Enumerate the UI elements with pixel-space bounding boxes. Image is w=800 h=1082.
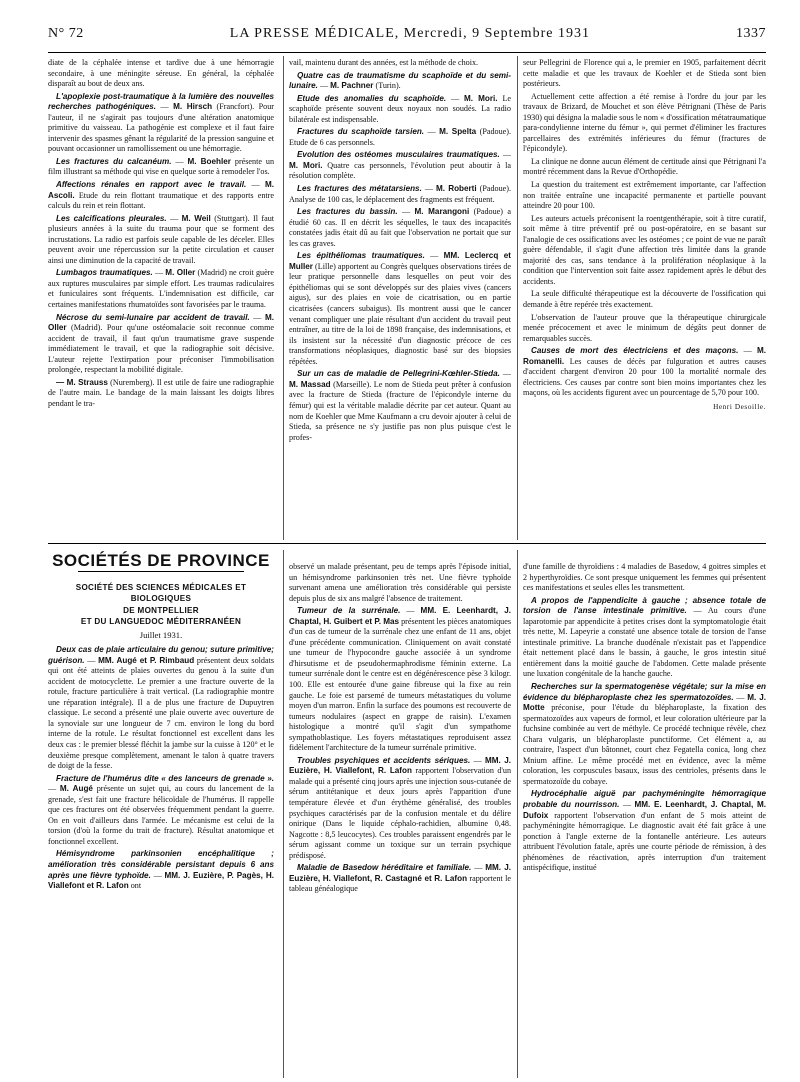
page-header xyxy=(48,26,766,48)
article-text: (Lille) apportent au Congrès quelques observations tirées de leur pratique personnelle dans lesquelles on peut voir des épithéliomas qui se sont développés sur des plaies vives (cancers aigus), sur des plaies en voie de cicatrisation, ou en partie cicatrisées (cancers subaigus). Ils montrent aussi que le cancer venant compliquer une plaie résultant d'un accident du travail peut entraîner, au titre de la loi de 1898 française, des indemnisations, et ils insistent sur la nécessité d'un diagnostic précoce de ces transformations néoplasiques, diagnostic basé sur des biopsies répétées. xyxy=(289,261,511,366)
article-text: d'une famille de thyroïdiens : 4 maladies de Basedow, 4 goitres simples et 2 hyperthyroïdies. Ce sont presque uniquement les femmes qui présentent ces manifestations et seules elles les transmettent. xyxy=(523,562,766,593)
article-text: ont xyxy=(130,881,142,891)
header-rule xyxy=(48,52,766,53)
article-text: présentent deux soldats qui ont été atteints de plaies ouvertes du genou à la suite d'un accident de motocyclette. Le premier a une fracture ouverte de la rotule, fracture particulière à trait vertical. (La radiographie montre une réparation intégrale). Il a de plus une fracture de Dupuytren classique. Le second a présenté une plaie ouverte avec ouverture de la synoviale sur une longueur de 7 cm. environ le long du bord interne de la rotule. Le résultat fonctionnel est excellent dans les deux cas : le premier blessé fléchit la jambe sur la cuisse à 120° et le deuxième presque complètement, amenant le talon à quatre travers de doigt de la fesse. xyxy=(48,655,274,771)
article-title: Les calcifications pleurales. xyxy=(56,213,167,223)
article-paragraph: Etude des anomalies du scaphoïde. — M. Mori. Le scaphoïde présente souvent deux noyaux non soudés. La radio bilatérale est indispensable. xyxy=(289,93,511,124)
article-paragraph: Les fractures du calcanéum. — M. Boehler présente un film illustrant sa méthode qui vise en quelque sorte à remodeler l'os. xyxy=(48,156,274,177)
article-title: L'apoplexie post-traumatique à la lumière des nouvelles recherches pathogéniques. xyxy=(48,91,274,112)
page-number: 1337 xyxy=(736,26,766,41)
column-divider xyxy=(517,550,518,1078)
article-title: Recherches sur la spermatogenèse végétale; sur la mise en évidence du blépharoplaste chez les spermatozoïdes. xyxy=(523,682,766,702)
article-title: A propos de l'appendicite à gauche ; absence totale de torsion de l'anse intestinale primitive. xyxy=(523,595,766,616)
article-text: La clinique ne donne aucun élément de certitude ainsi que Pétrignani l'a montré récemment dans la Revue d'Orthopédie. xyxy=(523,156,766,177)
article-paragraph: Lumbagos traumatiques. — M. Oller (Madrid) ne croit guère aux ruptures musculaires par simple effort. Les traumas radiculaires et funiculaires sont fréquents. L'indemnisation est difficile, car certaines manifestations rhumatoïdes sont favorisées par le trauma. xyxy=(48,268,274,310)
article-title: Evolution des ostéomes musculaires traumatiques. xyxy=(297,150,500,160)
article-paragraph: Les épithéliomas traumatiques. — MM. Leclercq et Muller (Lille) apportent au Congrès quelques observations tirées de leur pratique personnelle dans lesquelles on peut voir des épithéliomas qui se sont développés sur des plaies vives (cancers aigus), sur des plaies en voie de cicatrisation, ou en partie cicatrisées (cancers subaigus). Ils montrent aussi que le cancer venant compliquer une plaie résultant d'un accident du travail peut entraîner, au titre de la loi de 1898 française, des indemnisations, et ils insistent sur la nécessité d'un diagnostic précoce de ces transformations néoplasiques, diagnostic basé sur des biopsies répétées. xyxy=(289,251,511,366)
article-title: Fracture de l'humérus dite « des lanceurs de grenade ». xyxy=(56,773,274,783)
article-text: (Stuttgart). Il faut plusieurs années à la suite du trauma pour que se forment des incrustations. La radio est parfois seule capable de les déceler. Elles peuvent avoir une répercussion sur la petite circulation et causer ainsi une diminution de la capacité de travail. xyxy=(48,213,274,265)
article-text: Le scaphoïde présente souvent deux noyaux non soudés. La radio bilatérale est indispensable. xyxy=(289,93,511,124)
bottom-column-1-body xyxy=(48,645,274,892)
article-text: L'observation de l'auteur prouve que la thérapeutique chirurgicale menée précocement et avec le minimum de dégâts peut donner de remarquables succès. xyxy=(523,312,766,343)
section-title: SOCIÉTÉS DE PROVINCE xyxy=(52,551,270,570)
article-title: Troubles psychiques et accidents sériques. xyxy=(297,755,471,765)
article-title: Sur un cas de maladie de Pellegrini-Kœhler-Stieda. xyxy=(297,369,500,379)
article-author: MM. J. Euzière, H. Viallefont, R. Castagné et R. Lafon xyxy=(289,863,511,883)
article-author: MM. J. Euzière, P. Pagès, H. Viallefont et R. Lafon xyxy=(48,870,274,891)
article-text: présente un film illustrant sa méthode qui vise en quelque sorte à remodeler l'os. xyxy=(48,156,274,177)
top-column-3 xyxy=(523,58,766,540)
article-author: M. J. Motte xyxy=(523,692,766,713)
article-paragraph xyxy=(523,58,766,90)
article-paragraph: Recherches sur la spermatogenèse végétale; sur la mise en évidence du blépharoplaste chez les spermatozoïdes. — M. J. Motte préconise, pour l'étude du blépharoplaste, la fixation des spermatozoïdes aux vapeurs de formol, et leur coloration ultérieure par la fuchsine combinée au vert de méthyle. Ce procédé technique révèle, chez Chara vulgaris, un blépharoplaste punctiforme. Cet élément a, au contraire, l'aspect d'un bâtonnet, court chez Fegatella conica, long chez Mnium affine. Le même procédé met en évidence, avec la même coloration, les corpuscules basaux, issus des centrioles, présents dans le spermatozoïde du cobaye. xyxy=(523,682,766,786)
article-author: M. Oller xyxy=(48,312,274,333)
article-paragraph xyxy=(523,596,766,680)
article-paragraph: Troubles psychiques et accidents sériques. — MM. J. Euzière, H. Viallefont, R. Lafon rapportent l'observation d'un malade qui a présenté cinq jours après une injection sous-cutanée de sérum antitétanique et deux jours après l'apparition d'une température élevée et d'un érythème généralisé, des troubles psychiques caractérisés par de la confusion mentale et du délire onirique (Dans le liquide céphalo-rachidien, albumine 0,48. Nagcotte : 8,5 leucocytes). Ces troubles paraissent engendrés par le sérum agissant comme un toxique sur un terrain psychique prédisposé. xyxy=(289,755,511,860)
article-text: Etude du rein flottant traumatique et des rapports entre calculs du rein et rein flottant. xyxy=(48,190,274,211)
society-name-line-3: ET DU LANGUEDOC MÉDITERRANÉEN xyxy=(80,617,242,627)
article-author: M. Weil xyxy=(181,213,211,223)
article-text: (Francfort). Pour l'auteur, il ne s'agirait pas toujours d'une altération anatomique primitive du vaisseau. La pathogénie est complexe et il faut faire intervenir des spasmes gênant la régularité de la pression sanguine et pouvant occasionner un ramollissement ou une hémorragie. xyxy=(48,102,274,154)
article-paragraph xyxy=(289,58,511,69)
article-title: Deux cas de plaie articulaire du genou; suture primitive; guérison. xyxy=(48,645,274,665)
article-text: (Padoue) a étudié 60 cas. Il en décrit les séquelles, le taux des incapacités constatées jadis était dû au fait que l'observation ne portait que sur les cas graves. xyxy=(289,207,511,248)
article-text: rapportent l'observation d'un enfant de 5 mois atteint de pachyméningite hémorragique. Le diagnostic avait été fait grâce à une ponction à l'angle externe de la fontanelle antérieure. Les auteurs attribuent l'évolution fatale, après une courte période de rémission, à des phénomènes de réactivation, après interruption d'un traitement antispécifique, institué xyxy=(523,810,766,873)
society-name-line-1: SOCIÉTÉ DES SCIENCES MÉDICALES ET BIOLOGIQUES xyxy=(75,582,247,604)
article-paragraph: Les calcifications pleurales. — M. Weil (Stuttgart). Il faut plusieurs années à la suite du trauma pour que se forment des incrustations. La radio est parfois seule capable de les déceler. Elles peuvent avoir une répercussion sur la petite circulation et causer ainsi une diminution de la capacité de travail. xyxy=(48,213,274,265)
article-author: M. Augé xyxy=(59,784,93,794)
article-paragraph: Hydrocéphalie aiguë par pachyméningite hémorragique probable du nourrisson. — MM. E. Leenhardt, J. Chaptal, M. Dufoix rapportent l'observation d'un enfant de 5 mois atteint de pachyméningite hémorragique. Le diagnostic avait été fait grâce à une ponction à l'angle externe de la fontanelle antérieure. Les auteurs attribuent l'évolution fatale, après une courte période de rémission, à des phénomènes de réactivation, après interruption d'un traitement antispécifique, institué xyxy=(523,789,766,873)
article-title: Causes de mort des électriciens et des maçons. xyxy=(531,346,739,356)
article-text: rapportent l'observation d'un malade qui a présenté cinq jours après une injection sous-cutanée de sérum antitétanique et deux jours après l'apparition d'une température élevée et d'un érythème généralisé, des troubles psychiques caractérisés par de la confusion mentale et du délire onirique (Dans le liquide céphalo-rachidien, albumine 0,48. Nagcotte : 8,5 leucocytes). Ces troubles paraissent engendrés par le sérum agissant comme un toxique sur un terrain psychique prédisposé. xyxy=(289,766,511,860)
column-divider xyxy=(283,550,284,1078)
article-paragraph xyxy=(48,58,274,90)
article-author: M. Mori. xyxy=(464,93,498,103)
top-column-1 xyxy=(48,58,274,540)
article-text: seur Pellegrini de Florence qui a, le premier en 1905, parfaitement décrit cette maladie et que les travaux de Koehler et de Stieda sont bien postérieurs. xyxy=(523,58,766,89)
article-author: M. Spelta xyxy=(439,127,477,137)
article-paragraph xyxy=(523,562,766,594)
bottom-column-3 xyxy=(523,562,766,1078)
issue-number: N° 72 xyxy=(48,26,84,41)
article-title: Hémisyndrome parkinsonien encéphalitique ; amélioration très considérable persistant depuis 6 ans après une fièvre typhoïde. xyxy=(48,849,274,880)
society-name-line-2: DE MONTPELLIER xyxy=(123,605,199,615)
article-paragraph xyxy=(289,562,511,604)
article-text: observé un malade présentant, peu de temps après l'épisode initial, un hémisyndrome parkinsonien très net. Une fièvre typhoïde survenant amena une amélioration très considérable qui persiste depuis plus de six ans malgré l'absence de traitement. xyxy=(289,562,511,603)
article-title: Les fractures du calcanéum. xyxy=(56,156,172,166)
article-paragraph xyxy=(523,92,766,155)
article-author: — M. Strauss xyxy=(56,377,108,387)
article-text: (Madrid) ne croit guère aux ruptures musculaires par simple effort. Les traumas radiculaires et funiculaires sont fréquents. L'indemnisation est difficile, car certaines manifestations rhumatoïdes sont favorisées par le trauma. xyxy=(48,268,274,310)
article-title: Maladie de Basedow héréditaire et familiale. xyxy=(297,863,472,873)
column-divider xyxy=(517,56,518,540)
article-paragraph: Deux cas de plaie articulaire du genou; suture primitive; guérison. — MM. Augé et P. Rimbaud présentent deux soldats qui ont été atteints de plaies ouvertes du genou à la suite d'un accident de motocyclette. Le premier a une fracture ouverte de la rotule, fracture particulière à trait vertical. (La radiographie montre une réparation intégrale). Il a de plus une fracture de Dupuytren classique. Le second a présenté une plaie ouverte avec ouverture de la synoviale sur une longueur de 7 cm. environ le long du bord interne de la rotule. Le résultat fonctionnel est excellent dans les deux cas : le premier blessé fléchit la jambe sur la cuisse à 120° et le deuxième presque complètement, amenant le talon à quatre travers de doigt de la fesse. xyxy=(48,645,274,771)
article-author: MM. Leclercq et Muller xyxy=(289,251,511,271)
article-paragraph: Fracture de l'humérus dite « des lanceurs de grenade ». — M. Augé présente un sujet qui, au cours du lancement de la grenade, s'est fait une fracture hélicoïdale de l'humérus. Il rappelle que ces fractures ont été observées fréquemment pendant la guerre. On en voit d'ailleurs dans l'armée. Le mécanisme est celui de la torsion (d'où la forme du trait de fracture). Résultat anatomique et fonctionnel excellent. xyxy=(48,773,274,846)
article-text: rapportent le tableau généalogique xyxy=(289,873,511,894)
article-text: Actuellement cette affection a été remise à l'ordre du jour par les travaux de Brizard, de Mouchet et son élève Pétrignani (Thèse de Paris 1930) qui désigna la maladie sous le nom « d'ossification métatraumatique para-condylienne interne du fémur », qui permet d'éliminer les fractures parcellaires des extrémités inférieures du fémur (fractures de l'épicondyle). xyxy=(523,91,766,154)
article-author: M. Massad xyxy=(289,379,331,389)
article-paragraph xyxy=(523,313,766,345)
article-title: Fractures du scaphoïde tarsien. xyxy=(297,127,425,137)
article-text: Les auteurs actuels préconisent la roentgenthérapie, soit à titre curatif, soit même à titre préventif pré ou post-opératoire, en se basant sur l'analogie de ces ossifications avec les ostéomes ; ce point de vue ne paraît guère défendable, il s'agit d'une affection très limitée dans la grande majorité des cas, sans tendance à la prolifération néoplasique à la condition que l'intervention soit faite assez rapidement après le début des accidents. xyxy=(523,213,766,286)
article-title: Quatre cas de traumatisme du scaphoïde et du semi-lunaire. xyxy=(289,70,511,91)
article-title: Les fractures des métatarsiens. xyxy=(297,184,422,194)
article-text: La question du traitement est extrêmement importante, car l'affection non traitée entraîne une incapacité permanente et partielle pouvant atteindre 20 pour 100. xyxy=(523,180,766,211)
article-text: (Marseille). Le nom de Stieda peut prêter à confusion avec la fracture de Stieda (fracture de l'épicondyle interne du fémur) qui est la véritable maladie décrite par cet auteur. Quant au nom de Koehler que Mme Kaufmann a cru devoir ajouter à celui de Stieda, sa présence ne s'y justifie pas non plus puisque c'est le profes- xyxy=(289,379,511,442)
article-author: MM. J. Euzière, H. Viallefont, R. Lafon xyxy=(289,755,511,776)
article-text: diate de la céphalée intense et tardive due à une hémorragie secondaire, à une méningite séreuse. En général, la céphalée disparaît au bout de deux ans. xyxy=(48,58,274,89)
article-author: M. Boehler xyxy=(187,156,231,166)
article-text: (Nuremberg). Il est utile de faire une radiographie de l'autre main. Le bandage de la main laissant les doigts libres pendant le tra- xyxy=(48,377,274,408)
article-author: MM. Augé et P. Rimbaud xyxy=(98,655,195,665)
article-title: Les épithéliomas traumatiques. xyxy=(297,251,425,261)
article-paragraph: Nécrose du semi-lunaire par accident de travail. — M. Oller (Madrid). Pour qu'une ostéomalacie soit reconnue comme accident de travail, il faut qu'un traumatisme grave suspende immédiatement le travail, et que la radiographie soit décisive. L'auteur rejette l'extirpation pour préconiser l'immobilisation prolongée, respectant la mobilité digitale. xyxy=(48,312,274,375)
article-text: vail, maintenu durant des années, est la méthode de choix. xyxy=(289,58,479,67)
article-paragraph: Sur un cas de maladie de Pellegrini-Kœhler-Stieda. — M. Massad (Marseille). Le nom de Stieda peut prêter à confusion avec la fracture de Stieda (fracture de l'épicondyle interne du fémur) qui est la véritable maladie décrite par cet auteur. Quant au nom de Koehler que Mme Kaufmann a cru devoir ajouter à celui de Stieda, sa présence ne s'y justifie pas non plus puisque c'est le profes- xyxy=(289,369,511,442)
article-author: M. Romanelli. xyxy=(523,346,766,366)
article-paragraph: Hémisyndrome parkinsonien encéphalitique ; amélioration très considérable persistant depuis 6 ans après une fièvre typhoïde. — MM. J. Euzière, P. Pagès, H. Viallefont et R. Lafon ont xyxy=(48,849,274,891)
article-paragraph: Causes de mort des électriciens et des maçons. — M. Romanelli. Les causes de décès par fulguration et autres causes d'accident chargent d'environ 20 pour 100 la mortalité normale des électriciens. Ces causes par contre sont bien moins importantes chez les maçons, où les accidents figurent avec un pourcentage de 5,70 pour 100. xyxy=(523,346,766,398)
article-paragraph xyxy=(48,378,274,410)
article-text: La seule difficulté thérapeutique est la découverte de l'ossification qui demande à être repérée très exactement. xyxy=(523,289,766,310)
article-author: M. Roberti xyxy=(435,184,477,194)
article-author: M. Marangoni xyxy=(414,207,470,217)
article-author: M. Oller xyxy=(165,268,196,278)
bottom-column-1 xyxy=(48,550,274,1078)
article-author: M. Pachner xyxy=(330,81,374,91)
article-text: présente un sujet qui, au cours du lancement de la grenade, s'est fait une fracture hélicoïdale de l'humérus. Il rappelle que ces fractures ont été observées fréquemment pendant la guerre. On en voit d'ailleurs dans l'armée. Le mécanisme est celui de la torsion (d'où la forme du trait de fracture). Résultat anatomique et fonctionnel excellent. xyxy=(48,784,274,846)
author-signature: Henri Desoille. xyxy=(713,402,766,411)
journal-title: LA PRESSE MÉDICALE, Mercredi, 9 Septembre 1931 xyxy=(229,26,590,41)
section-rule xyxy=(48,543,766,544)
article-author: M. Ascoli. xyxy=(48,180,274,200)
article-paragraph xyxy=(523,289,766,310)
article-title: Etude des anomalies du scaphoïde. xyxy=(297,93,447,103)
article-text: présentent les pièces anatomiques d'un cas de tumeur de la surrénale chez une enfant de 11 ans, objet d'une précédente communication. Cliniquement on avait constaté une tumeur de l'hypocondre gauche associée à un syndrome d'hirsutisme et de pseudohermaphrodisme féminin externe. La tumeur surrénale dont le centre est en dégénérescence pèse 3 kilogr. 100. Elle est entourée d'une gaine fibreuse qui la fixe au rein gauche. Le foie est parsemé de tumeurs métastatiques du volume moyen d'un marron. Enfin la surface des poumons est recouverte de tumeurs nodulaires (aspect en grappe de raisin). L'examen histologique a montré qu'il s'agit d'un sympathome sympathoblastique. Les foyers métastatiques reproduisent assez fidèlement l'architecture de la tumeur surrénale primitive. xyxy=(289,616,511,753)
article-paragraph xyxy=(523,157,766,178)
article-text: (Turin). xyxy=(375,81,401,91)
column-divider xyxy=(283,56,284,540)
article-text: préconise, pour l'étude du blépharoplaste, la fixation des spermatozoïdes aux vapeurs de formol, et leur coloration ultérieure par la fuchsine combinée au vert de méthyle. Ce procédé technique révèle, chez Chara vulgaris, un blépharoplaste punctiforme. Cet élément a, au contraire, l'aspect d'un bâtonnet, court chez Fegatella conica, long chez Mnium affine. Le même procédé met en évidence, avec la même coloration, les corpuscules basaux, issus des centrioles, présents dans le spermatozoïde du cobaye. xyxy=(523,703,766,786)
article-paragraph: L'apoplexie post-traumatique à la lumière des nouvelles recherches pathogéniques. — M. Hirsch (Francfort). Pour l'auteur, il ne s'agirait pas toujours d'une altération anatomique primitive du vaisseau. La pathogénie est complexe et il faut faire intervenir des spasmes gênant la régularité de la pression sanguine et pouvant occasionner un ramollissement ou une hémorragie. xyxy=(48,91,274,154)
article-text: Les causes de décès par fulguration et autres causes d'accident chargent d'environ 20 pour 100 la mortalité normale des électriciens. Ces causes par contre sont bien moins importantes chez les maçons, où les accidents figurent avec un pourcentage de 5,70 pour 100. xyxy=(523,356,766,398)
article-text: Quatre cas personnels, l'évolution peut aboutir à la résolution complète. xyxy=(289,160,511,181)
article-paragraph: Affections rénales en rapport avec le travail. — M. Ascoli. Etude du rein flottant traumatique et des rapports entre calculs du rein et rein flottant. xyxy=(48,180,274,211)
article-paragraph: Fractures du scaphoïde tarsien. — M. Spelta (Padoue). Etude de 6 cas personnels. xyxy=(289,127,511,147)
article-title: Tumeur de la surrénale. xyxy=(297,606,401,616)
article-title: Les fractures du bassin. xyxy=(297,207,398,217)
article-paragraph: Maladie de Basedow héréditaire et familiale. — MM. J. Euzière, H. Viallefont, R. Castagné et R. Lafon rapportent le tableau généalogique xyxy=(289,863,511,894)
article-paragraph: Evolution des ostéomes musculaires traumatiques. — M. Mori. Quatre cas personnels, l'évolution peut aboutir à la résolution complète. xyxy=(289,150,511,181)
article-paragraph: Quatre cas de traumatisme du scaphoïde et du semi-lunaire. — M. Pachner (Turin). xyxy=(289,70,511,91)
article-title: Hydrocéphalie aiguë par pachyméningite hémorragique probable du nourrisson. xyxy=(523,789,766,810)
article-text: (Madrid). Pour qu'une ostéomalacie soit reconnue comme accident de travail, il faut qu'un traumatisme grave suspende immédiatement le travail, et que la radiographie soit décisive. L'auteur rejette l'extirpation pour préconiser l'immobilisation prolongée, respectant la mobilité digitale. xyxy=(48,323,274,375)
article-author: M. Hirsch xyxy=(173,102,213,112)
article-title: Affections rénales en rapport avec le travail. xyxy=(56,180,247,190)
article-title: Lumbagos traumatiques. xyxy=(56,268,153,278)
article-paragraph xyxy=(523,214,766,288)
article-author: MM. E. Leenhardt, J. Chaptal, H. Guibert et P. Mas xyxy=(289,606,511,626)
section-title-rule xyxy=(78,571,244,572)
article-paragraph: Tumeur de la surrénale. — MM. E. Leenhardt, J. Chaptal, H. Guibert et P. Mas présentent les pièces anatomiques d'un cas de tumeur de la surrénale chez une enfant de 11 ans, objet d'une précédente communication. Cliniquement on avait constaté une tumeur de l'hypocondre gauche associée à un syndrome d'hirsutisme et de pseudohermaphrodisme féminin externe. La tumeur surrénale dont le centre est en dégénérescence pèse 3 kilogr. 100. Elle est entourée d'une gaine fibreuse qui la fixe au rein gauche. Le foie est parsemé de tumeurs métastatiques du volume moyen d'un marron. Enfin la surface des poumons est recouverte de tumeurs nodulaires (aspect en grappe de raisin). L'examen histologique a montré qu'il s'agit d'un sympathome sympathoblastique. Les foyers métastatiques reproduisent assez fidèlement l'architecture de la tumeur surrénale primitive. xyxy=(289,606,511,753)
top-column-2 xyxy=(289,58,511,540)
bottom-column-2 xyxy=(289,562,511,1078)
article-text: (Padoue). Etude de 6 cas personnels. xyxy=(289,127,511,147)
meeting-date: Juillet 1931. xyxy=(139,629,183,640)
article-text: (Padoue). Analyse de 100 cas, le déplacement des fragments est fréquent. xyxy=(289,184,511,204)
article-title: Nécrose du semi-lunaire par accident de travail. xyxy=(56,312,250,322)
article-author: MM. E. Leenhardt, J. Chaptal, M. Dufoix xyxy=(523,800,766,820)
article-text: — Au cours d'une laparotomie par appendicite à petites crises dont la symptomatologie était très nette, M. Lapeyrie a constaté une absence totale de torsion de l'anse intestinale primitive. La branche duodénale n'existait pas et l'appendice était nettement placé dans le bassin, à gauche, le gros intestin situé entièrement dans la moitié gauche de l'abdomen. Cette malade présente une luxation congénitale de la hanche gauche. xyxy=(523,606,766,679)
article-paragraph: Les fractures des métatarsiens. — M. Roberti (Padoue). Analyse de 100 cas, le déplacement des fragments est fréquent. xyxy=(289,184,511,204)
article-paragraph xyxy=(523,180,766,212)
article-author: M. Mori. xyxy=(289,160,323,170)
article-paragraph: Les fractures du bassin. — M. Marangoni (Padoue) a étudié 60 cas. Il en décrit les séquelles, le taux des incapacités constatées jadis était dû au fait que l'observation ne portait que sur les cas graves. xyxy=(289,207,511,248)
